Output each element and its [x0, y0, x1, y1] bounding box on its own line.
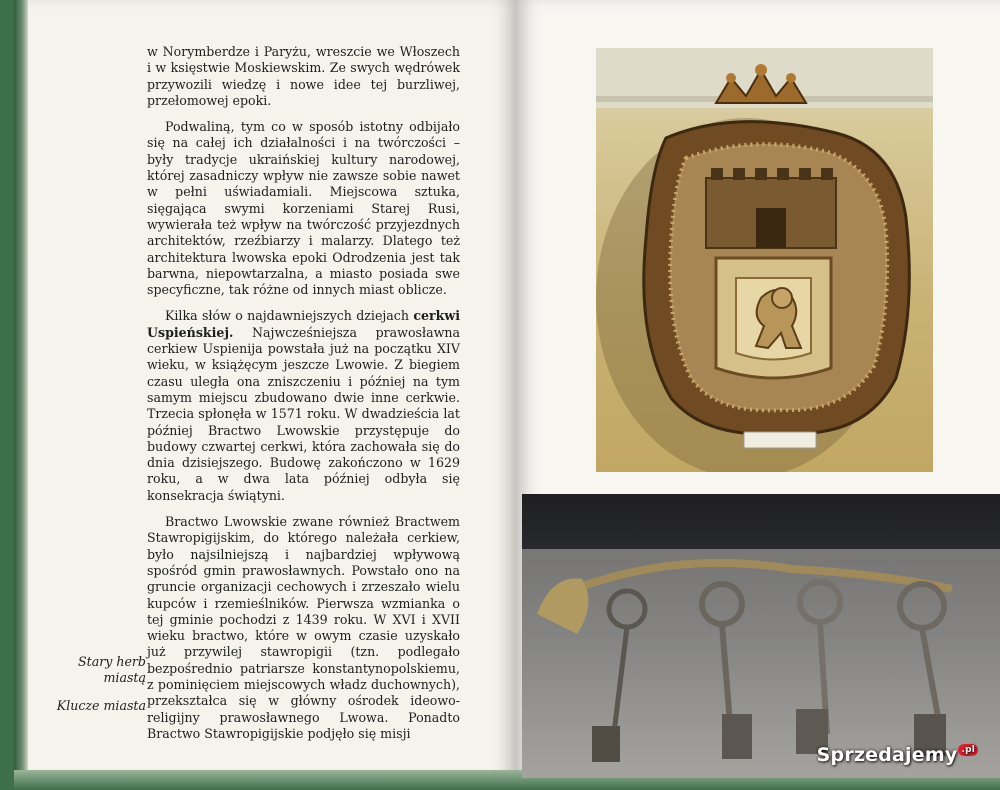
watermark-logo — [817, 744, 978, 766]
paragraph-3-lead: Kilka słów o najdawniejszych dziejach — [165, 308, 409, 324]
paragraph-3-rest: Najwcześniejsza prawosławna cerkiew Uspienija powstała już na początku XIV wieku, w książęcym jeszcze Lwowie. Z biegiem czasu uległa ona zniszczeniu i później na tym samym miejscu zbudowano dwie inne cerkwie. Trzecia spłonęła w 1571 roku. W dwadzieścia lat później Bractwo Lwowskie przystępuje do budowy czwartej cerkwi, która zachowała się do dnia dzisiejszego. Budowę zakończono w 1629 roku, a w dwa lata później odbyła się konsekracja świątyni. — [147, 324, 460, 503]
watermark-suffix: .pl — [958, 744, 978, 756]
book-edge-left — [14, 0, 28, 778]
paragraph-2: Podwaliną, tym co w sposób istotny odbijało się na całej ich działalności i na twórczości – były tradycje ukraińskiej kultury narodowej, której zasadniczy wpływ nie zawsze sobie nawet w pełni uświadamiali. Miejscowa sztuka, sięgająca swymi korzeniami Starej Rusi, wywierała też wpływ na twórczość przyjezdnych architektów, rzeźbiarzy i malarzy. Dlatego też architektura lwowska epoki Odrodzenia jest tak barwna, niepowtarzalna, a miasto posiada swe specyficzne, tak różne od innych miast oblicze. — [147, 119, 460, 298]
watermark-text: Sprzedajemy — [816, 744, 958, 766]
keys-illustration — [522, 494, 1000, 778]
caption-herb: Stary herb miastą — [78, 654, 146, 685]
paragraph-3 — [147, 308, 460, 504]
coat-of-arms-photo — [596, 48, 933, 472]
body-text — [147, 44, 460, 752]
coat-of-arms-illustration — [596, 48, 933, 472]
paragraph-3-bold: cerkwi Uspieńskiej. — [147, 308, 461, 340]
caption-keys: Klucze miasta — [56, 698, 146, 713]
paragraph-1: w Norymberdze i Paryżu, wreszcie we Włoszech i w księstwie Moskiewskim. Ze swych wędrówek przywozili wiedzę i nowe idee tej burzliwej, przełomowej epoki. — [147, 44, 460, 108]
paragraph-4: Bractwo Lwowskie zwane również Bractwem Stawropigijskim, do którego należała cerkiew, było najsilniejszą i najbardziej wpływową spośród gmin prawosławnych. Powstało ono na gruncie organizacji cechowych i zrzeszało wielu kupców i rzemieślników. Pierwsza wzmianka o tej gminie pochodzi z 1439 roku. W XVI i XVII wieku bractwo, które w owym czasie uzyskało już przywilej stawropigii (tzn. podlegało bezpośrednio patriarsze konstantynopolskiemu, z pominięciem miejscowych władz duchownych), przekształca się w główny ośrodek ideowo-religijny prawosławnego Lwowa. Ponadto Bractwo Stawropigijskie podjęło się misji — [147, 514, 460, 741]
city-keys-photo — [522, 494, 1000, 778]
